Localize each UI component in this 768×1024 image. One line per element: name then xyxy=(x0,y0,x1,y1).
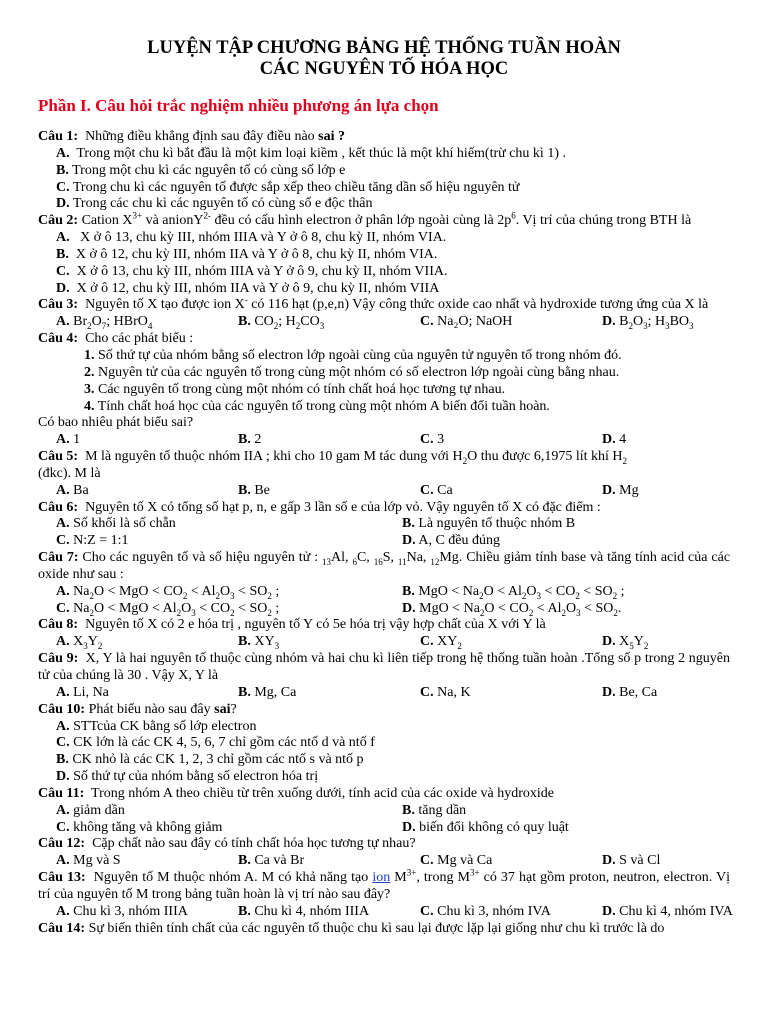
question-1-option-d: D. Trong các chu kì các nguyên tố có cùng số e độc thân xyxy=(56,196,373,212)
question-1-option-b: B. Trong một chu kì các nguyên tố có cùng số lớp e xyxy=(56,162,346,178)
question-4-stem: Câu 4: Cho các phát biểu : xyxy=(38,331,194,347)
question-2-option-d: D. X ở ô 12, chu kỳ III, nhóm IIA và Y ở ô 9, chu kỳ II, nhóm VIIA xyxy=(56,280,440,296)
question-9-options: A. Li, Na B. Mg, Ca C. Na, K D. Be, Ca xyxy=(56,684,658,700)
question-6-options-ab: A. Số khối là số chẵn B. Là nguyên tố thuộc nhóm B xyxy=(56,516,576,532)
question-11-options-ab: A. giảm dần B. tăng dần xyxy=(56,802,467,818)
question-10-stem: Câu 10: Phát biểu nào sau đây sai? xyxy=(38,701,237,717)
question-3-option-d: D. $B_2O_3$; $H_3BO_3$ xyxy=(602,314,694,332)
question-10-option-b: B. CK nhỏ là các CK 1, 2, 3 chỉ gồm các ntố s và ntố p xyxy=(56,752,364,768)
title-line-1: LUYỆN TẬP CHƯƠNG BẢNG HỆ THỐNG TUẦN HOÀN xyxy=(147,38,621,58)
question-2-option-c: C. X ở ô 13, chu kỳ III, nhóm IIIA và Y ở ô 9, chu kỳ II, nhóm VIIA. xyxy=(56,263,448,279)
question-9-stem: Câu 9: X, Y là hai nguyên tố thuộc cùng nhóm và hai chu kì liên tiếp trong hệ thống tuần hoàn .Tổng số p trong 2 nguyên tử của chúng là 30 . Vậy X, Y là xyxy=(38,651,730,683)
question-2-stem: Câu 2: Cation $X^{3+}$ và anionY$^{2-}$ đều có cấu hình electron ở phân lớp ngoài cùng là $2p^6$. Vị trí của chúng trong BTH là xyxy=(38,210,692,229)
question-1-option-a: A. Trong một chu kì bắt đầu là một kim loại kiềm , kết thúc là một khí hiếm(trừ chu kì 1) . xyxy=(56,145,566,161)
question-4-item-4: 4. Tính chất hoá học của các nguyên tố trong cùng một nhóm A biến đổi tuần hoàn. xyxy=(84,398,550,414)
question-1-option-c: C. Trong chu kì các nguyên tố được sắp xếp theo chiều tăng dần số hiệu nguyên tử xyxy=(56,179,520,195)
question-13-stem: Câu 13: Nguyên tố M thuộc nhóm A. M có khả năng tạo ion $M^{3+}$, trong $M^{3+}$ có 37 hạt gồm proton, neutron, electron. Vị trí của nguyên tố M trong bảng tuần hoàn là vị trí nào sau đây? xyxy=(38,867,731,902)
question-14-stem: Câu 14: Sự biến thiên tính chất của các nguyên tố thuộc chu kì sau lại được lặp lại giống như chu kì trước là do xyxy=(38,920,665,936)
question-10-option-c: C. CK lớn là các CK 4, 5, 6, 7 chỉ gồm các ntố d và ntố f xyxy=(56,735,375,751)
question-4-item-1: 1. Số thứ tự của nhóm bằng số electron lớp ngoài cùng của nguyên tử nguyên tố trong nhóm đó. xyxy=(84,347,622,363)
question-3-stem: Câu 3: Nguyên tố X tạo được ion X- có 116 hạt (p,e,n) Vậy công thức oxide cao nhất và hydroxide tương ứng của X là xyxy=(38,294,709,313)
question-10-option-d: D. Số thứ tự của nhóm bằng số electron hóa trị xyxy=(56,769,319,785)
question-4-item-3: 3. Các nguyên tố trong cùng một nhóm có tính chất hoá học tương tự nhau. xyxy=(84,381,506,397)
question-6-stem: Câu 6: Nguyên tố X có tổng số hạt p, n, e gấp 3 lần số e của lớp vỏ. Vậy nguyên tố X có đặc điểm : xyxy=(38,499,601,515)
question-4-question: Có bao nhiêu phát biểu sai? xyxy=(38,415,194,431)
question-3-option-b: B. $CO_2$; $H_2CO_3$ xyxy=(238,314,325,332)
question-3-option-a: A. $Br_2O_7$; HBrO$_4$ xyxy=(56,314,153,332)
question-5-stem-cont: (đkc). M là xyxy=(38,465,101,481)
question-7-options-cd: C. $Na_2O$ < MgO < $Al_2O_3 < CO_2 < SO_2$ ; D. MgO < $Na_2O < CO_2 < Al_2O_3 < SO_2$. xyxy=(56,600,622,618)
question-10-option-a: A. STTcủa CK bằng số lớp electron xyxy=(56,718,257,734)
question-8-options: A. $X_3Y_2$ B. $XY_3$ C. $XY_2$ D. $X_5Y_2$ xyxy=(56,634,649,652)
question-11-stem: Câu 11: Trong nhóm A theo chiều từ trên xuống dưới, tính acid của các oxide và hydroxide xyxy=(38,785,555,801)
question-12-stem: Câu 12: Cặp chất nào sau đây có tính chất hóa học tương tự nhau? xyxy=(38,836,416,852)
title-line-2: CÁC NGUYÊN TỐ HÓA HỌC xyxy=(259,59,509,79)
question-4-options: A. 1 B. 2 C. 3 D. 4 xyxy=(56,432,627,448)
question-12-options: A. Mg và S B. Ca và Br C. Mg và Ca D. S và Cl xyxy=(56,853,661,869)
question-list xyxy=(38,129,733,938)
ion-link[interactable]: ion xyxy=(372,870,391,886)
question-1-stem: Câu 1: Những điều khẳng định sau đây điều nào sai ? xyxy=(38,129,346,144)
question-5-options: A. Ba B. Be C. Ca D. Mg xyxy=(56,482,639,498)
question-5-stem: Câu 5: M là nguyên tố thuộc nhóm IIA ; khi cho 10 gam M tác dung với $H_2O$ thu được 6,1975 lít khí $H_2$ xyxy=(38,449,628,466)
question-8-stem: Câu 8: Nguyên tố X có 2 e hóa trị , nguyên tố Y có 5e hóa trị vậy hợp chất của X với Y là xyxy=(38,617,546,633)
question-7-stem: Câu 7: Cho các nguyên tố và số hiệu nguyên tử : $_{13}$Al, $_6$C, $_{16}$S, $_{11}$Na, $_{12}$Mg. Chiều giảm tính base và tăng tính acid của các oxide như sau : xyxy=(38,550,731,582)
question-7-options-ab: A. $Na_2O$ < MgO < $CO_2 < Al_2O_3 < SO_2$ ; B. MgO < $Na_2O < Al_2O_3 < CO_2 < SO_2$ ; xyxy=(56,583,625,601)
question-2-option-b: B. X ở ô 12, chu kỳ III, nhóm IIA và Y ở ô 8, chu kỳ II, nhóm VIA. xyxy=(56,246,438,262)
question-2-option-a: A. X ở ô 13, chu kỳ III, nhóm IIIA và Y ở ô 8, chu kỳ II, nhóm VIA. xyxy=(56,230,447,246)
question-3-option-c: C. Na₂O; NaOH xyxy=(420,314,513,330)
question-3-options xyxy=(38,314,730,331)
section-heading: Phần I. Câu hỏi trắc nghiệm nhiều phương án lựa chọn xyxy=(38,96,439,115)
question-13-options: A. Chu kì 3, nhóm IIIA B. Chu kì 4, nhóm IIIA C. Chu kì 3, nhóm IVA D. Chu kì 4, nhóm IVA xyxy=(56,903,733,919)
question-6-options-cd: C. N:Z = 1:1 D. A, C đều đúng xyxy=(56,533,501,549)
question-4-item-2: 2. Nguyên tử của các nguyên tố trong cùng một nhóm có số electron lớp ngoài cùng bằng nhau. xyxy=(84,364,620,380)
question-11-options-cd: C. không tăng và không giảm D. biến đổi không có quy luật xyxy=(56,819,569,835)
